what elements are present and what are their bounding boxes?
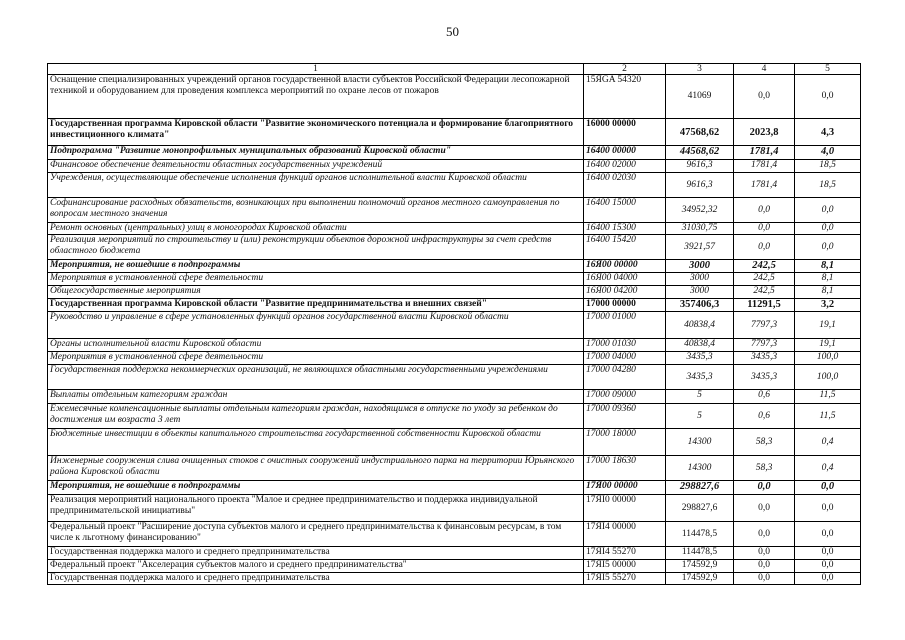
row-name-cell: Мероприятия, не вошедшие в подпрограммы xyxy=(48,260,584,273)
row-percent-cell: 11,5 xyxy=(795,390,861,404)
row-plan-cell: 357406,3 xyxy=(666,299,734,312)
row-code-cell: 17000 09000 xyxy=(584,390,666,404)
row-name-cell: Мероприятия, не вошедшие в подпрограммы xyxy=(48,481,584,495)
row-code-cell: 17000 04280 xyxy=(584,365,666,390)
table-row xyxy=(48,365,861,390)
row-percent-cell: 0,0 xyxy=(795,235,861,260)
row-actual-cell: 1781,4 xyxy=(734,173,795,198)
row-name-cell: Мероприятия в установленной сфере деятельности xyxy=(48,352,584,365)
table-row xyxy=(48,352,861,365)
row-percent-cell: 100,0 xyxy=(795,352,861,365)
row-plan-cell: 34952,32 xyxy=(666,198,734,223)
row-percent-cell: 3,2 xyxy=(795,299,861,312)
header-cell: 4 xyxy=(734,64,795,75)
table-row xyxy=(48,404,861,429)
row-percent-cell: 8,1 xyxy=(795,286,861,299)
row-percent-cell: 0,0 xyxy=(795,223,861,235)
row-name-cell: Учреждения, осуществляющие обеспечение исполнения функций органов исполнительной власти Кировской области xyxy=(48,173,584,198)
row-name-cell: Ежемесячные компенсационные выплаты отдельным категориям граждан, находящимся в отпуске по уходу за ребенком до достижения им возраста 3 лет xyxy=(48,404,584,429)
row-plan-cell: 3000 xyxy=(666,260,734,273)
row-plan-cell: 9616,3 xyxy=(666,173,734,198)
table-row xyxy=(48,273,861,286)
table-row xyxy=(48,456,861,481)
table-row xyxy=(48,573,861,585)
row-actual-cell: 0,6 xyxy=(734,390,795,404)
row-code-cell: 17000 01030 xyxy=(584,339,666,352)
row-name-cell: Государственная поддержка малого и среднего предпринимательства xyxy=(48,573,584,585)
row-plan-cell: 3000 xyxy=(666,273,734,286)
row-actual-cell: 0,0 xyxy=(734,75,795,119)
table-row xyxy=(48,429,861,456)
row-actual-cell: 0,0 xyxy=(734,235,795,260)
row-code-cell: 17ЯI5 00000 xyxy=(584,560,666,573)
row-plan-cell: 44568,62 xyxy=(666,146,734,160)
row-plan-cell: 3435,3 xyxy=(666,352,734,365)
row-percent-cell: 0,0 xyxy=(795,75,861,119)
row-plan-cell: 114478,5 xyxy=(666,522,734,547)
row-actual-cell: 0,0 xyxy=(734,198,795,223)
header-cell: 1 xyxy=(48,64,584,75)
table-row xyxy=(48,522,861,547)
row-actual-cell: 0,0 xyxy=(734,560,795,573)
row-plan-cell: 3000 xyxy=(666,286,734,299)
row-actual-cell: 0,0 xyxy=(734,223,795,235)
row-percent-cell: 0,0 xyxy=(795,495,861,522)
row-name-cell: Финансовое обеспечение деятельности областных государственных учреждений xyxy=(48,160,584,173)
row-name-cell: Бюджетные инвестиции в объекты капитального строительства государственной собственности Кировской области xyxy=(48,429,584,456)
row-plan-cell: 31030,75 xyxy=(666,223,734,235)
row-name-cell: Государственная поддержка некоммерческих организаций, не являющихся областными государственными учреждениями xyxy=(48,365,584,390)
row-plan-cell: 40838,4 xyxy=(666,339,734,352)
row-percent-cell: 0,0 xyxy=(795,481,861,495)
page-number: 50 xyxy=(446,24,459,39)
row-plan-cell: 3921,57 xyxy=(666,235,734,260)
row-actual-cell: 3435,3 xyxy=(734,352,795,365)
row-code-cell: 15ЯGA 54320 xyxy=(584,75,666,119)
row-actual-cell: 0,0 xyxy=(734,495,795,522)
row-actual-cell: 0,0 xyxy=(734,522,795,547)
row-percent-cell: 18,5 xyxy=(795,173,861,198)
row-code-cell: 16Я00 04000 xyxy=(584,273,666,286)
row-plan-cell: 5 xyxy=(666,390,734,404)
table-row xyxy=(48,198,861,223)
row-plan-cell: 5 xyxy=(666,404,734,429)
table-row xyxy=(48,235,861,260)
table-header-row xyxy=(48,64,861,75)
row-name-cell: Софинансирование расходных обязательств, возникающих при выполнении полномочий органов местного самоуправления по вопросам местного значения xyxy=(48,198,584,223)
row-code-cell: 17ЯI4 55270 xyxy=(584,547,666,560)
row-percent-cell: 8,1 xyxy=(795,273,861,286)
row-name-cell: Государственная программа Кировской области "Развитие предпринимательства и внешних связей" xyxy=(48,299,584,312)
budget-table xyxy=(47,63,861,585)
row-name-cell: Руководство и управление в сфере установленных функций органов государственной власти Кировской области xyxy=(48,312,584,339)
row-actual-cell: 1781,4 xyxy=(734,146,795,160)
row-percent-cell: 0,0 xyxy=(795,560,861,573)
table-row xyxy=(48,119,861,146)
row-plan-cell: 9616,3 xyxy=(666,160,734,173)
row-percent-cell: 4,0 xyxy=(795,146,861,160)
table-row xyxy=(48,481,861,495)
table-row xyxy=(48,299,861,312)
row-code-cell: 16Я00 00000 xyxy=(584,260,666,273)
row-code-cell: 17000 01000 xyxy=(584,312,666,339)
row-actual-cell: 0,0 xyxy=(734,481,795,495)
row-code-cell: 17ЯI0 00000 xyxy=(584,495,666,522)
table-row xyxy=(48,286,861,299)
row-percent-cell: 11,5 xyxy=(795,404,861,429)
row-code-cell: 17ЯI5 55270 xyxy=(584,573,666,585)
row-percent-cell: 4,3 xyxy=(795,119,861,146)
row-percent-cell: 0,0 xyxy=(795,522,861,547)
row-plan-cell: 298827,6 xyxy=(666,495,734,522)
row-percent-cell: 0,4 xyxy=(795,429,861,456)
table-row xyxy=(48,160,861,173)
row-actual-cell: 0,0 xyxy=(734,573,795,585)
row-code-cell: 17000 09360 xyxy=(584,404,666,429)
row-name-cell: Оснащение специализированных учреждений органов государственной власти субъектов Российской Федерации лесопожарной техникой и оборудованием для проведения комплекса мероприятий по охране лесов от пожаров xyxy=(48,75,584,119)
row-code-cell: 16400 15420 xyxy=(584,235,666,260)
table-row xyxy=(48,260,861,273)
row-actual-cell: 2023,8 xyxy=(734,119,795,146)
row-percent-cell: 0,0 xyxy=(795,198,861,223)
table-row xyxy=(48,390,861,404)
row-code-cell: 16400 15000 xyxy=(584,198,666,223)
row-plan-cell: 47568,62 xyxy=(666,119,734,146)
row-percent-cell: 0,0 xyxy=(795,547,861,560)
row-code-cell: 16400 15300 xyxy=(584,223,666,235)
header-cell: 2 xyxy=(584,64,666,75)
row-percent-cell: 0,0 xyxy=(795,573,861,585)
row-plan-cell: 3435,3 xyxy=(666,365,734,390)
row-actual-cell: 0,0 xyxy=(734,547,795,560)
row-name-cell: Федеральный проект "Расширение доступа субъектов малого и среднего предпринимательства к финансовым ресурсам, в том числе к льготному финансированию" xyxy=(48,522,584,547)
row-code-cell: 17Я00 00000 xyxy=(584,481,666,495)
table-row xyxy=(48,312,861,339)
row-percent-cell: 19,1 xyxy=(795,312,861,339)
row-plan-cell: 114478,5 xyxy=(666,547,734,560)
row-name-cell: Инженерные сооружения слива очищенных стоков с очистных сооружений индустриального парка на территории Юрьянского района Кировской области xyxy=(48,456,584,481)
row-name-cell: Ремонт основных (центральных) улиц в моногородах Кировской области xyxy=(48,223,584,235)
row-code-cell: 17000 18000 xyxy=(584,429,666,456)
row-name-cell: Мероприятия в установленной сфере деятельности xyxy=(48,273,584,286)
table-row xyxy=(48,547,861,560)
row-plan-cell: 174592,9 xyxy=(666,573,734,585)
row-name-cell: Государственная программа Кировской области "Развитие экономического потенциала и формирование благоприятного инвестиционного климата" xyxy=(48,119,584,146)
table-row xyxy=(48,339,861,352)
row-code-cell: 16Я00 04200 xyxy=(584,286,666,299)
table-row xyxy=(48,173,861,198)
row-code-cell: 17000 18630 xyxy=(584,456,666,481)
row-code-cell: 16400 00000 xyxy=(584,146,666,160)
row-actual-cell: 7797,3 xyxy=(734,312,795,339)
row-code-cell: 16400 02000 xyxy=(584,160,666,173)
row-actual-cell: 3435,3 xyxy=(734,365,795,390)
row-actual-cell: 7797,3 xyxy=(734,339,795,352)
row-name-cell: Реализация мероприятий по строительству и (или) реконструкции объектов дорожной инфраструктуры за счет средств областного бюджета xyxy=(48,235,584,260)
row-name-cell: Выплаты отдельным категориям граждан xyxy=(48,390,584,404)
row-actual-cell: 58,3 xyxy=(734,456,795,481)
row-code-cell: 17000 00000 xyxy=(584,299,666,312)
row-plan-cell: 14300 xyxy=(666,456,734,481)
row-percent-cell: 8,1 xyxy=(795,260,861,273)
row-name-cell: Реализация мероприятий национального проекта "Малое и среднее предпринимательство и поддержка индивидуальной предпринимательской инициативы" xyxy=(48,495,584,522)
row-plan-cell: 174592,9 xyxy=(666,560,734,573)
row-code-cell: 16000 00000 xyxy=(584,119,666,146)
table-row xyxy=(48,560,861,573)
row-code-cell: 17000 04000 xyxy=(584,352,666,365)
row-actual-cell: 0,6 xyxy=(734,404,795,429)
row-percent-cell: 19,1 xyxy=(795,339,861,352)
row-code-cell: 17ЯI4 00000 xyxy=(584,522,666,547)
row-plan-cell: 41069 xyxy=(666,75,734,119)
table-row xyxy=(48,495,861,522)
row-name-cell: Подпрограмма "Развитие монопрофильных муниципальных образований Кировской области" xyxy=(48,146,584,160)
row-plan-cell: 40838,4 xyxy=(666,312,734,339)
row-name-cell: Общегосударственные мероприятия xyxy=(48,286,584,299)
row-actual-cell: 242,5 xyxy=(734,260,795,273)
row-name-cell: Государственная поддержка малого и среднего предпринимательства xyxy=(48,547,584,560)
row-percent-cell: 100,0 xyxy=(795,365,861,390)
row-percent-cell: 0,4 xyxy=(795,456,861,481)
row-actual-cell: 11291,5 xyxy=(734,299,795,312)
row-actual-cell: 242,5 xyxy=(734,286,795,299)
row-code-cell: 16400 02030 xyxy=(584,173,666,198)
header-cell: 5 xyxy=(795,64,861,75)
row-plan-cell: 14300 xyxy=(666,429,734,456)
row-actual-cell: 242,5 xyxy=(734,273,795,286)
row-percent-cell: 18,5 xyxy=(795,160,861,173)
header-cell: 3 xyxy=(666,64,734,75)
row-plan-cell: 298827,6 xyxy=(666,481,734,495)
table-row xyxy=(48,223,861,235)
table-row xyxy=(48,75,861,119)
table-row xyxy=(48,146,861,160)
row-name-cell: Органы исполнительной власти Кировской области xyxy=(48,339,584,352)
row-actual-cell: 1781,4 xyxy=(734,160,795,173)
row-name-cell: Федеральный проект "Акселерация субъектов малого и среднего предпринимательства" xyxy=(48,560,584,573)
row-actual-cell: 58,3 xyxy=(734,429,795,456)
